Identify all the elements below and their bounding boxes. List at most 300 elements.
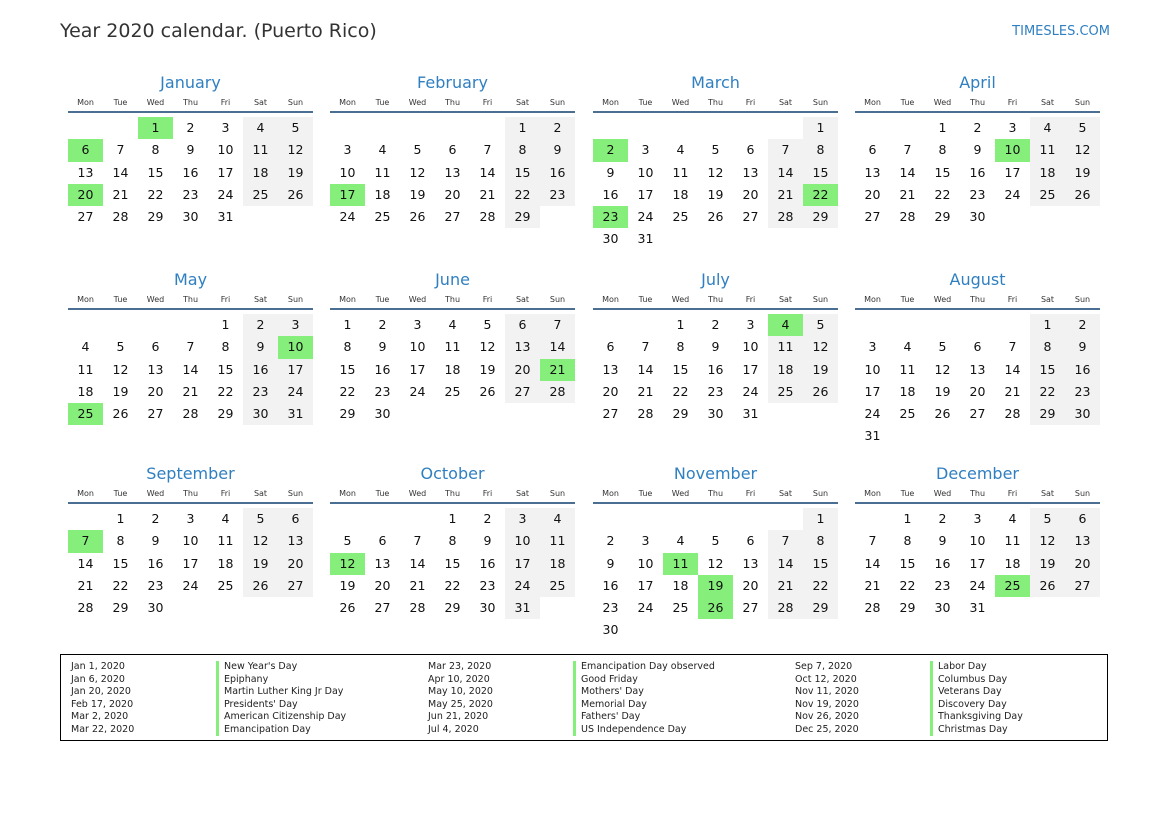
weekday-label: Thu (707, 489, 724, 498)
day-cell: 14 (112, 164, 129, 180)
day-cell: 26 (1030, 575, 1065, 597)
legend-dates-col-1 (71, 661, 134, 736)
weekday-label: Mon (602, 489, 619, 498)
weekday-label: Mon (339, 98, 356, 107)
day-cell: 2 (938, 511, 947, 526)
day-cell: 23 (147, 577, 164, 593)
day-cell: 13 (505, 336, 540, 358)
holiday-day-cell: 22 (803, 184, 838, 206)
weekday-label: Fri (1007, 295, 1018, 304)
day-cell: 10 (637, 164, 654, 180)
legend-date: Jun 21, 2020 (428, 711, 489, 722)
day-cell: 23 (707, 383, 724, 399)
weekday-label: Fri (220, 98, 231, 107)
empty-day-cell (733, 619, 768, 641)
weekday-label: Tue (638, 98, 653, 107)
empty-day-cell (1065, 597, 1100, 619)
weekday-label: Sun (549, 295, 566, 304)
day-cell: 16 (540, 162, 575, 184)
weekday-label: Wed (671, 489, 690, 498)
legend-date: Jan 1, 2020 (71, 661, 125, 672)
day-cell: 8 (221, 339, 230, 355)
weekday-label: Tue (375, 489, 390, 498)
empty-day-cell (995, 425, 1030, 447)
day-cell: 28 (77, 600, 94, 616)
holiday-day-cell: 10 (278, 336, 313, 358)
day-cell: 22 (672, 383, 689, 399)
weekday-label: Tue (113, 489, 128, 498)
holiday-day-cell: 17 (330, 184, 365, 206)
day-cell: 21 (182, 383, 199, 399)
day-cell: 7 (768, 139, 803, 161)
day-cell: 27 (77, 209, 94, 225)
weekday-label: Thu (969, 295, 986, 304)
day-cell: 1 (448, 511, 457, 526)
day-cell: 13 (444, 164, 461, 180)
empty-day-cell (960, 425, 995, 447)
day-cell: 4 (540, 508, 575, 530)
legend-date: Dec 25, 2020 (795, 723, 859, 735)
day-cell: 23 (374, 383, 391, 399)
day-cell: 10 (637, 555, 654, 571)
day-cell: 15 (217, 361, 234, 377)
day-cell: 25 (768, 381, 803, 403)
day-cell: 17 (409, 361, 426, 377)
day-cell: 1 (343, 317, 352, 332)
week-row (855, 553, 1100, 575)
weekday-header (593, 97, 838, 113)
empty-day-cell (593, 117, 628, 139)
holiday-day-cell: 2 (593, 139, 628, 161)
empty-day-cell (768, 619, 803, 641)
day-cell: 11 (444, 339, 461, 355)
day-cell: 24 (637, 209, 654, 225)
holiday-day-cell: 25 (995, 575, 1030, 597)
week-row (855, 403, 1100, 425)
week-row (330, 206, 575, 228)
empty-day-cell (330, 117, 365, 139)
day-cell: 3 (278, 314, 313, 336)
weekday-label: Fri (745, 489, 756, 498)
week-row (330, 162, 575, 184)
day-cell: 23 (243, 381, 278, 403)
weekday-header (330, 97, 575, 113)
holiday-day-cell: 25 (68, 403, 103, 425)
day-cell: 2 (973, 120, 982, 135)
day-cell: 16 (602, 186, 619, 202)
month-name: October (420, 464, 485, 483)
day-cell: 28 (1004, 406, 1021, 422)
day-cell: 15 (444, 555, 461, 571)
empty-day-cell (733, 117, 768, 139)
day-cell: 5 (343, 533, 352, 549)
empty-day-cell (400, 403, 435, 425)
empty-day-cell (995, 597, 1030, 619)
day-cell: 19 (278, 162, 313, 184)
day-cell: 13 (147, 361, 164, 377)
day-cell: 28 (479, 209, 496, 225)
day-cell: 29 (112, 600, 129, 616)
day-cell: 25 (444, 383, 461, 399)
page-title: Year 2020 calendar. (Puerto Rico) (60, 20, 377, 42)
weekday-label: Sun (287, 295, 304, 304)
empty-day-cell (173, 597, 208, 619)
weekday-label: Sat (515, 295, 530, 304)
month-name: February (417, 73, 488, 92)
day-cell: 19 (1030, 553, 1065, 575)
legend-holiday: Veterans Day (938, 686, 1002, 697)
day-cell: 31 (217, 209, 234, 225)
month-february (330, 73, 575, 228)
week-row (68, 553, 313, 575)
legend-date: Apr 10, 2020 (428, 673, 490, 685)
day-cell: 30 (969, 209, 986, 225)
day-cell: 26 (934, 406, 951, 422)
day-cell: 29 (803, 597, 838, 619)
day-cell: 15 (803, 162, 838, 184)
holiday-day-cell: 21 (540, 359, 575, 381)
week-row (855, 336, 1100, 358)
empty-day-cell (925, 314, 960, 336)
day-cell: 8 (116, 533, 125, 549)
day-cell: 19 (1065, 162, 1100, 184)
day-cell: 18 (768, 359, 803, 381)
day-cell: 31 (505, 597, 540, 619)
month-name: June (435, 270, 470, 289)
day-cell: 6 (1065, 508, 1100, 530)
weekday-label: Wed (146, 98, 165, 107)
day-cell: 20 (1065, 553, 1100, 575)
weekday-label: Fri (745, 98, 756, 107)
day-cell: 27 (1065, 575, 1100, 597)
day-cell: 18 (374, 186, 391, 202)
day-cell: 30 (479, 600, 496, 616)
weekday-label: Tue (375, 295, 390, 304)
day-cell: 1 (221, 317, 230, 332)
day-cell: 27 (374, 600, 391, 616)
day-cell: 10 (742, 339, 759, 355)
empty-day-cell (628, 314, 663, 336)
weekday-label: Fri (482, 489, 493, 498)
weekday-label: Sat (1040, 489, 1055, 498)
weekday-label: Fri (482, 98, 493, 107)
month-name: July (701, 270, 730, 289)
day-cell: 21 (768, 184, 803, 206)
day-cell: 4 (676, 142, 685, 158)
day-cell: 16 (602, 577, 619, 593)
week-row (68, 403, 313, 425)
day-cell: 23 (1065, 381, 1100, 403)
day-grid (593, 508, 838, 642)
weekday-label: Sat (778, 98, 793, 107)
month-may (68, 270, 313, 425)
day-cell: 28 (182, 406, 199, 422)
day-cell: 26 (339, 600, 356, 616)
day-cell: 3 (221, 120, 230, 135)
weekday-label: Fri (220, 489, 231, 498)
weekday-label: Sat (253, 295, 268, 304)
day-cell: 2 (378, 317, 387, 332)
day-cell: 27 (278, 575, 313, 597)
day-cell: 15 (934, 164, 951, 180)
weekday-label: Tue (638, 489, 653, 498)
day-cell: 3 (746, 317, 755, 332)
week-row (330, 553, 575, 575)
day-cell: 25 (899, 406, 916, 422)
legend-holiday: Emancipation Day (224, 723, 311, 735)
day-cell: 26 (803, 381, 838, 403)
day-grid (68, 117, 313, 228)
empty-day-cell (663, 117, 698, 139)
day-cell: 9 (378, 339, 387, 355)
week-row (855, 425, 1100, 447)
day-cell: 18 (217, 555, 234, 571)
week-row (593, 403, 838, 425)
legend-date: Mar 2, 2020 (71, 711, 129, 722)
month-august (855, 270, 1100, 448)
day-cell: 22 (444, 577, 461, 593)
day-cell: 2 (483, 511, 492, 526)
day-cell: 24 (278, 381, 313, 403)
month-june (330, 270, 575, 425)
empty-day-cell (663, 228, 698, 250)
day-cell: 25 (1030, 184, 1065, 206)
day-cell: 29 (803, 206, 838, 228)
empty-day-cell (470, 117, 505, 139)
month-name: March (691, 73, 740, 92)
day-cell: 11 (540, 530, 575, 552)
day-cell: 20 (278, 553, 313, 575)
day-cell: 22 (1030, 381, 1065, 403)
day-cell: 12 (479, 339, 496, 355)
day-cell: 14 (768, 553, 803, 575)
day-cell: 15 (899, 555, 916, 571)
day-cell: 6 (505, 314, 540, 336)
weekday-label: Thu (182, 489, 199, 498)
day-cell: 9 (973, 142, 982, 158)
weekday-label: Sat (253, 98, 268, 107)
day-cell: 11 (217, 533, 234, 549)
day-cell: 12 (278, 139, 313, 161)
holiday-day-cell: 23 (593, 206, 628, 228)
day-cell: 28 (409, 600, 426, 616)
week-row (593, 162, 838, 184)
day-cell: 16 (934, 555, 951, 571)
empty-day-cell (208, 597, 243, 619)
weekday-label: Sun (549, 98, 566, 107)
day-grid (855, 117, 1100, 228)
day-cell: 6 (606, 339, 615, 355)
legend-holiday: Discovery Day (938, 698, 1007, 710)
day-grid (330, 117, 575, 228)
day-cell: 12 (707, 164, 724, 180)
week-row (593, 619, 838, 641)
week-row (593, 184, 838, 206)
weekday-label: Sun (1074, 98, 1091, 107)
day-cell: 1 (116, 511, 125, 526)
legend-date: Oct 12, 2020 (795, 673, 857, 685)
day-cell: 26 (479, 383, 496, 399)
day-cell: 9 (938, 533, 947, 549)
day-cell: 7 (768, 530, 803, 552)
week-row (330, 597, 575, 619)
day-cell: 29 (444, 600, 461, 616)
day-cell: 22 (112, 577, 129, 593)
day-cell: 13 (864, 164, 881, 180)
day-cell: 5 (1065, 117, 1100, 139)
month-september (68, 464, 313, 619)
week-row (855, 597, 1100, 619)
day-cell: 9 (151, 533, 160, 549)
week-row (68, 117, 313, 139)
week-row (593, 575, 838, 597)
day-cell: 20 (969, 383, 986, 399)
weekday-label: Sat (1040, 98, 1055, 107)
empty-day-cell (663, 508, 698, 530)
day-cell: 27 (505, 381, 540, 403)
empty-day-cell (698, 228, 733, 250)
day-cell: 14 (768, 162, 803, 184)
day-cell: 30 (934, 600, 951, 616)
day-cell: 12 (1030, 530, 1065, 552)
weekday-label: Mon (864, 295, 881, 304)
weekday-label: Tue (375, 98, 390, 107)
day-cell: 14 (182, 361, 199, 377)
holiday-day-cell: 26 (698, 597, 733, 619)
day-cell: 20 (374, 577, 391, 593)
day-cell: 17 (969, 555, 986, 571)
weekday-label: Wed (933, 295, 952, 304)
day-cell: 7 (1008, 339, 1017, 355)
weekday-label: Sun (549, 489, 566, 498)
month-july (593, 270, 838, 425)
day-cell: 14 (1004, 361, 1021, 377)
day-cell: 8 (151, 142, 160, 158)
day-cell: 20 (864, 186, 881, 202)
day-cell: 14 (864, 555, 881, 571)
day-cell: 15 (505, 162, 540, 184)
weekday-label: Thu (182, 98, 199, 107)
legend-dates-col-2 (428, 661, 493, 736)
day-cell: 17 (182, 555, 199, 571)
weekday-header (68, 97, 313, 113)
day-cell: 18 (672, 577, 689, 593)
empty-day-cell (103, 314, 138, 336)
day-grid (855, 314, 1100, 448)
weekday-label: Wed (408, 489, 427, 498)
day-cell: 31 (969, 600, 986, 616)
holiday-day-cell: 12 (330, 553, 365, 575)
legend-names-col-3 (930, 661, 1023, 736)
day-cell: 28 (864, 600, 881, 616)
holiday-day-cell: 1 (138, 117, 173, 139)
site-link[interactable]: TIMESLES.COM (1012, 24, 1110, 39)
day-cell: 19 (707, 186, 724, 202)
empty-day-cell (803, 228, 838, 250)
legend-holiday: Memorial Day (581, 698, 647, 710)
weekday-label: Tue (638, 295, 653, 304)
day-cell: 5 (711, 142, 720, 158)
day-cell: 15 (803, 553, 838, 575)
day-cell: 4 (221, 511, 230, 526)
day-cell: 26 (409, 209, 426, 225)
empty-day-cell (330, 508, 365, 530)
weekday-label: Mon (602, 98, 619, 107)
week-row (68, 162, 313, 184)
day-cell: 11 (1004, 533, 1021, 549)
week-row (593, 336, 838, 358)
empty-day-cell (243, 206, 278, 228)
day-cell: 19 (112, 383, 129, 399)
legend-date: Feb 17, 2020 (71, 698, 134, 710)
legend-date: May 10, 2020 (428, 686, 493, 697)
empty-day-cell (855, 314, 890, 336)
day-cell: 4 (81, 339, 90, 355)
day-cell: 30 (1065, 403, 1100, 425)
day-cell: 3 (343, 142, 352, 158)
day-cell: 23 (934, 577, 951, 593)
empty-day-cell (68, 314, 103, 336)
week-row (68, 597, 313, 619)
weekday-header (593, 488, 838, 504)
holiday-day-cell: 19 (698, 575, 733, 597)
day-cell: 2 (186, 120, 195, 135)
day-cell: 2 (243, 314, 278, 336)
day-cell: 5 (711, 533, 720, 549)
day-cell: 29 (217, 406, 234, 422)
legend-holiday: Thanksgiving Day (938, 711, 1023, 722)
day-cell: 15 (339, 361, 356, 377)
day-cell: 13 (1065, 530, 1100, 552)
week-row (593, 359, 838, 381)
legend-holiday: Labor Day (938, 661, 987, 672)
day-cell: 25 (217, 577, 234, 593)
day-cell: 30 (602, 622, 619, 638)
legend-holiday: New Year's Day (224, 661, 298, 672)
week-row (68, 336, 313, 358)
empty-day-cell (768, 403, 803, 425)
week-row (855, 381, 1100, 403)
day-cell: 6 (746, 533, 755, 549)
weekday-header (593, 294, 838, 310)
day-cell: 10 (182, 533, 199, 549)
legend-holiday: Fathers' Day (581, 711, 641, 722)
empty-day-cell (540, 206, 575, 228)
day-cell: 21 (637, 383, 654, 399)
weekday-label: Mon (864, 98, 881, 107)
week-row (855, 508, 1100, 530)
weekday-label: Thu (444, 98, 461, 107)
day-cell: 27 (864, 209, 881, 225)
day-cell: 6 (868, 142, 877, 158)
day-cell: 13 (742, 164, 759, 180)
week-row (68, 508, 313, 530)
day-cell: 19 (243, 553, 278, 575)
day-cell: 29 (505, 206, 540, 228)
day-grid (68, 508, 313, 619)
day-cell: 5 (116, 339, 125, 355)
day-cell: 29 (1030, 403, 1065, 425)
day-cell: 2 (606, 533, 615, 549)
day-cell: 9 (186, 142, 195, 158)
day-cell: 31 (742, 406, 759, 422)
day-cell: 8 (803, 139, 838, 161)
day-cell: 22 (803, 575, 838, 597)
weekday-label: Tue (900, 489, 915, 498)
day-grid (593, 117, 838, 251)
day-cell: 22 (147, 186, 164, 202)
day-cell: 10 (339, 164, 356, 180)
